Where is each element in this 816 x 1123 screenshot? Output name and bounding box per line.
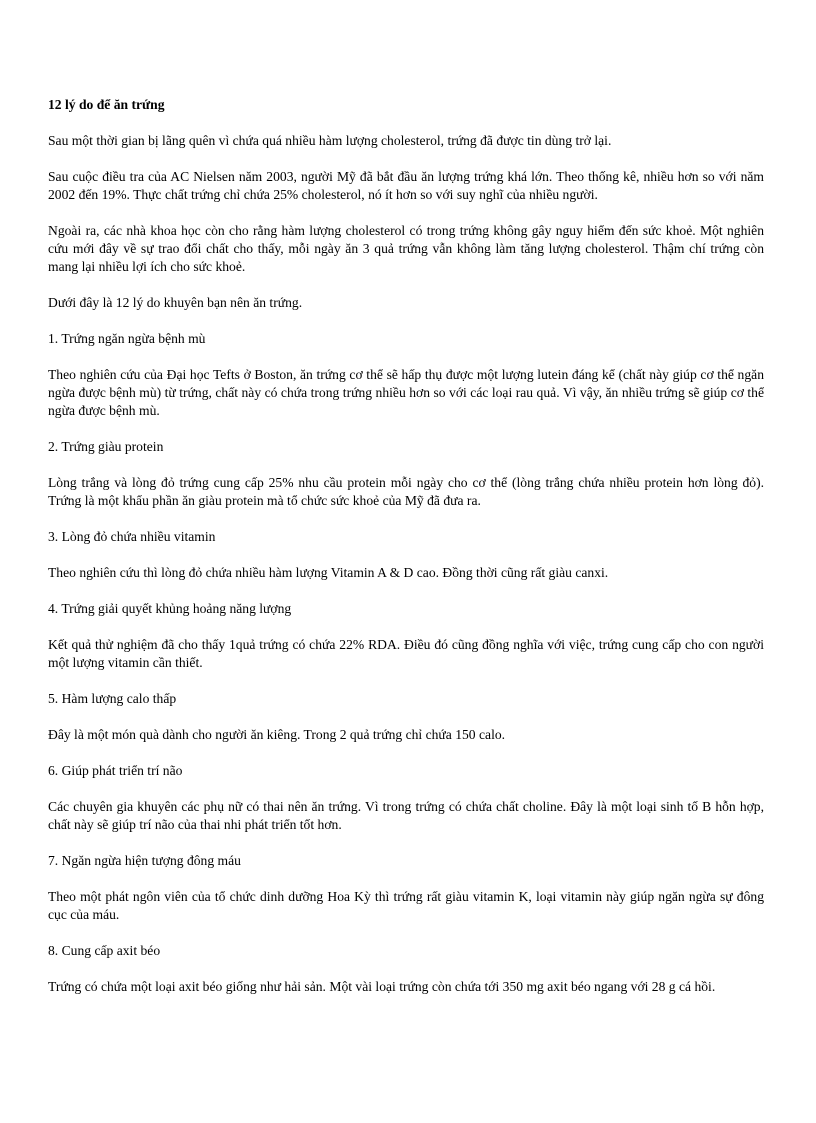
section-heading: 7. Ngăn ngừa hiện tượng đông máu xyxy=(48,853,241,868)
intro-paragraph: Dưới đây là 12 lý do khuyên bạn nên ăn trứng. xyxy=(48,295,303,310)
intro-paragraph: Sau một thời gian bị lãng quên vì chứa quá nhiều hàm lượng cholesterol, trứng đã được tin dùng trở lại. xyxy=(48,133,612,148)
section-body: Lòng trắng và lòng đỏ trứng cung cấp 25% nhu cầu protein mỗi ngày cho cơ thể (lòng trắng chứa nhiều protein hơn lòng đỏ). Trứng là một khẩu phần ăn giàu protein mà tổ chức sức khoẻ của Mỹ đã đưa ra. xyxy=(48,475,764,508)
section-body: Theo nghiên cứu thì lòng đỏ chứa nhiều hàm lượng Vitamin A & D cao. Đồng thời cũng rất giàu canxi. xyxy=(48,565,609,580)
document-title: 12 lý do để ăn trứng xyxy=(48,97,165,112)
intro-paragraph: Ngoài ra, các nhà khoa học còn cho rằng hàm lượng cholesterol có trong trứng không gây nguy hiểm đến sức khoẻ. Một nghiên cứu mới đây về sự trao đổi chất cho thấy, mỗi ngày ăn 3 quả trứng vẫn không làm tăng lượng cholesterol. Thậm chí trứng còn mang lại nhiều lợi ích cho sức khoẻ. xyxy=(48,223,764,274)
section-body: Kết quả thử nghiệm đã cho thấy 1quả trứng có chứa 22% RDA. Điều đó cũng đồng nghĩa với việc, trứng cung cấp cho con người một lượng vitamin cần thiết. xyxy=(48,637,764,670)
section-heading: 6. Giúp phát triển trí não xyxy=(48,763,183,778)
section-body: Theo nghiên cứu của Đại học Tefts ở Boston, ăn trứng cơ thể sẽ hấp thụ được một lượng lutein đáng kể (chất này giúp cơ thể ngăn ngừa được bệnh mù) từ trứng, chất này có chứa trong trứng nhiều hơn so với các loại rau quả. Vì vậy, ăn nhiều trứng sẽ giúp cơ thể ngừa được bệnh mù. xyxy=(48,367,764,418)
section-heading: 4. Trứng giải quyết khủng hoảng năng lượng xyxy=(48,601,292,616)
section-body: Theo một phát ngôn viên của tổ chức dinh dưỡng Hoa Kỳ thì trứng rất giàu vitamin K, loại vitamin này giúp ngăn ngừa sự đông cục của máu. xyxy=(48,889,764,922)
section-heading: 3. Lòng đỏ chứa nhiều vitamin xyxy=(48,529,216,544)
document-page xyxy=(48,96,764,1014)
section-heading: 5. Hàm lượng calo thấp xyxy=(48,691,177,706)
section-heading: 1. Trứng ngăn ngừa bệnh mù xyxy=(48,331,206,346)
section-body: Trứng có chứa một loại axit béo giống như hải sản. Một vài loại trứng còn chứa tới 350 mg axit béo ngang với 28 g cá hồi. xyxy=(48,979,716,994)
section-body: Các chuyên gia khuyên các phụ nữ có thai nên ăn trứng. Vì trong trứng có chứa chất choline. Đây là một loại sinh tố B hỗn hợp, chất này sẽ giúp trí não của thai nhi phát triển tốt hơn. xyxy=(48,799,764,832)
intro-paragraph: Sau cuộc điều tra của AC Nielsen năm 2003, người Mỹ đã bắt đầu ăn lượng trứng khá lớn. Theo thống kê, nhiều hơn so với năm 2002 đến 19%. Thực chất trứng chỉ chứa 25% cholesterol, nó ít hơn so với suy nghĩ của nhiều người. xyxy=(48,169,764,202)
section-heading: 2. Trứng giàu protein xyxy=(48,439,164,454)
section-heading: 8. Cung cấp axit béo xyxy=(48,943,161,958)
section-body: Đây là một món quà dành cho người ăn kiêng. Trong 2 quả trứng chỉ chứa 150 calo. xyxy=(48,727,506,742)
